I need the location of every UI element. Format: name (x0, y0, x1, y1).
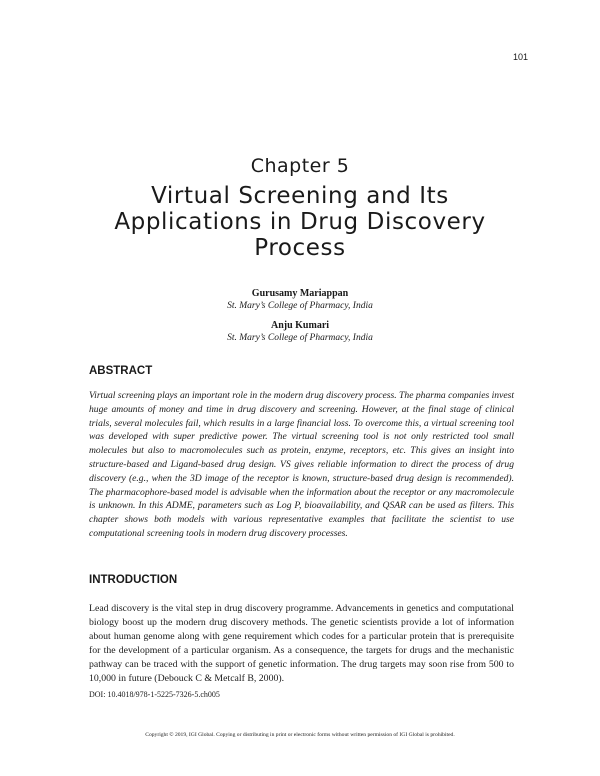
author-block (0, 287, 600, 312)
author-block (0, 319, 600, 344)
author-name: Anju Kumari (270, 320, 330, 331)
abstract-text: Virtual screening plays an important role in the modern drug discovery process. The pharma companies invest huge amounts of money and time in drug discovery and screening. However, at the final stage of clinical trials, several molecules fail, which results in a large financial loss. To overcome this, a virtual screening tool was developed with super predictive power. The virtual screening tool is not only restricted tool small molecules but also to macromolecules such as protein, enzyme, receptors, etc. This gives an insight into structure-based and Ligand-based drug design. VS gives reliable information to direct the process of drug discovery (e.g., when the 3D image of the receptor is known, structure-based drug design is recommended). The pharmacophore-based model is advisable when the information about the receptor or any macromolecule is unknown. In this ADME, parameters such as Log P, bioavailability, and QSAR can be used as filters. This chapter shows both models with various representative examples that facilitate the scientist to use computational screening tools in modern drug discovery processes. (89, 390, 514, 539)
chapter-label: Chapter 5 (250, 155, 350, 177)
author-affiliation: St. Mary’s College of Pharmacy, India (227, 301, 373, 311)
introduction-heading: INTRODUCTION (89, 574, 178, 586)
author-name: Gurusamy Mariappan (251, 288, 349, 299)
page-number: 101 (512, 52, 528, 62)
introduction-text: Lead discovery is the vital step in drug discovery programme. Advancements in genetics and computational biology boost up the modern drug discovery methods. The genetic scientists provide a lot of information about human genome along with gene requirement which codes for a particular protein that is prerequisite for the development of a particular organism. As a consequence, the targets for drugs and the mechanistic pathway can be traced with the support of genetic information. The drug targets may soon rise from 500 to 10,000 in future (Debouck C & Metcalf B, 2000). (89, 603, 514, 684)
copyright-notice: Copyright © 2019, IGI Global. Copying or distributing in print or electronic forms without written permission of IGI Global is prohibited. (145, 732, 455, 738)
doi: DOI: 10.4018/978-1-5225-7326-5.ch005 (89, 690, 220, 699)
chapter-title: Virtual Screening and Its Applications in Drug Discovery Process (114, 183, 486, 261)
abstract-heading: ABSTRACT (89, 365, 153, 377)
author-affiliation: St. Mary’s College of Pharmacy, India (227, 333, 373, 343)
